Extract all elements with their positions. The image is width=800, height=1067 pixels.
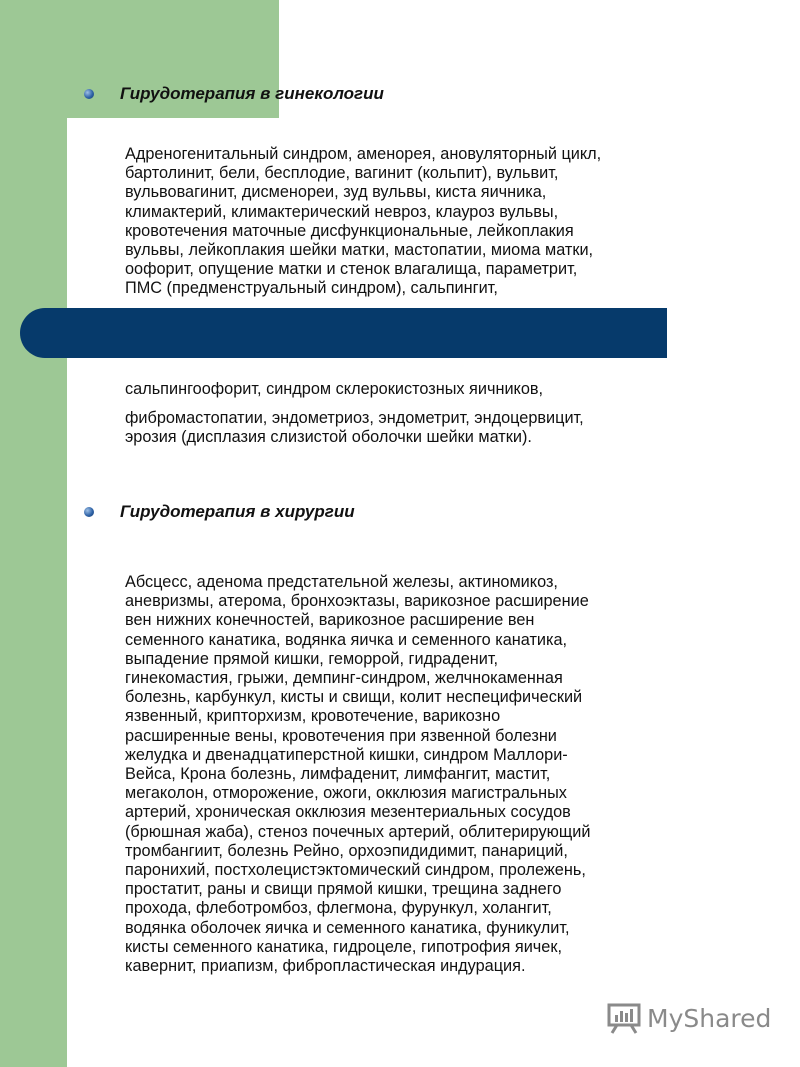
text-line: вульвы, лейкоплакия шейки матки, мастопатии, миома матки, — [125, 241, 594, 260]
text-line: прохода, флеботромбоз, флегмона, фурункул, холангит, — [125, 899, 552, 918]
myshared-logo[interactable] — [607, 1002, 771, 1034]
text-line: бартолинит, бели, бесплодие, вагинит (кольпит), вульвит, — [125, 164, 559, 183]
text-line: кавернит, приапизм, фибропластическая индурация. — [125, 957, 526, 976]
text-line: выпадение прямой кишки, геморрой, гидраденит, — [125, 649, 499, 668]
logo-text: MyShared — [647, 1003, 772, 1033]
text-line: мегаколон, отморожение, ожоги, окклюзия магистральных — [125, 784, 567, 803]
text-line: аневризмы, атерома, бронхоэктазы, варикозное расширение — [125, 592, 589, 611]
text-line: оофорит, опущение матки и стенок влагалища, параметрит, — [125, 260, 578, 279]
surgery-heading: Гирудотерапия в хирургии — [120, 502, 355, 521]
gynecology-paragraph-2 — [125, 380, 745, 399]
text-line: климактерий, климактерический невроз, клауроз вульвы, — [125, 202, 559, 221]
text-line: гинекомастия, грыжи, демпинг-синдром, желчнокаменная — [125, 669, 563, 688]
text-line: расширенные вены, кровотечения при язвенной болезни — [125, 726, 557, 745]
text-line: простатит, раны и свищи прямой кишки, трещина заднего — [125, 880, 562, 899]
left-green-strip — [0, 0, 67, 1067]
presentation-board-icon — [607, 1002, 641, 1034]
navy-divider-bar — [20, 308, 667, 358]
text-line: желудка и двенадцатиперстной кишки, синдром Маллори- — [125, 745, 568, 764]
text-line: водянка оболочек яичка и семенного канатика, фуникулит, — [125, 918, 570, 937]
bullet-icon — [84, 507, 94, 517]
text-line: вульвовагинит, дисменореи, зуд вульвы, киста яичника, — [125, 183, 547, 202]
text-line: Вейса, Крона болезнь, лимфаденит, лимфангит, мастит, — [125, 765, 551, 784]
bullet-icon — [84, 89, 94, 99]
gynecology-heading-row — [84, 84, 384, 104]
text-line: эрозия (дисплазия слизистой оболочки шейки матки). — [125, 428, 532, 447]
text-line: болезнь, карбункул, кисты и свищи, колит неспецифический — [125, 688, 583, 707]
text-line: язвенный, крипторхизм, кровотечение, варикозно — [125, 707, 501, 726]
text-line: Абсцесс, аденома предстательной железы, актиномикоз, — [125, 573, 558, 591]
text-line: сальпингоофорит, синдром склерокистозных яичников, — [125, 380, 544, 398]
surgery-paragraph — [125, 573, 745, 976]
text-line: вен нижних конечностей, варикозное расширение вен — [125, 611, 535, 630]
text-line: фибромастопатии, эндометриоз, эндометрит, эндоцервицит, — [125, 409, 584, 427]
surgery-heading-row — [84, 502, 355, 522]
gynecology-heading: Гирудотерапия в гинекологии — [120, 84, 384, 103]
text-line: ПМС (предменструальный синдром), сальпингит, — [125, 279, 498, 298]
gynecology-paragraph-1 — [125, 145, 745, 299]
text-line: кровотечения маточные дисфункциональные, лейкоплакия — [125, 221, 574, 240]
text-line: Адреногенитальный синдром, аменорея, ановуляторный цикл, — [125, 145, 602, 163]
text-line: артерий, хроническая окклюзия мезентериальных сосудов — [125, 803, 571, 822]
text-line: кисты семенного канатика, гидроцеле, гипотрофия яичек, — [125, 937, 562, 956]
text-line: паронихий, постхолецистэктомический синдром, пролежень, — [125, 861, 586, 880]
text-line: (брюшная жаба), стеноз почечных артерий, облитерирующий — [125, 822, 591, 841]
gynecology-paragraph-3 — [125, 409, 745, 447]
text-line: семенного канатика, водянка яичка и семенного канатика, — [125, 630, 568, 649]
text-line: тромбангиит, болезнь Рейно, орхоэпидидимит, панариций, — [125, 841, 568, 860]
